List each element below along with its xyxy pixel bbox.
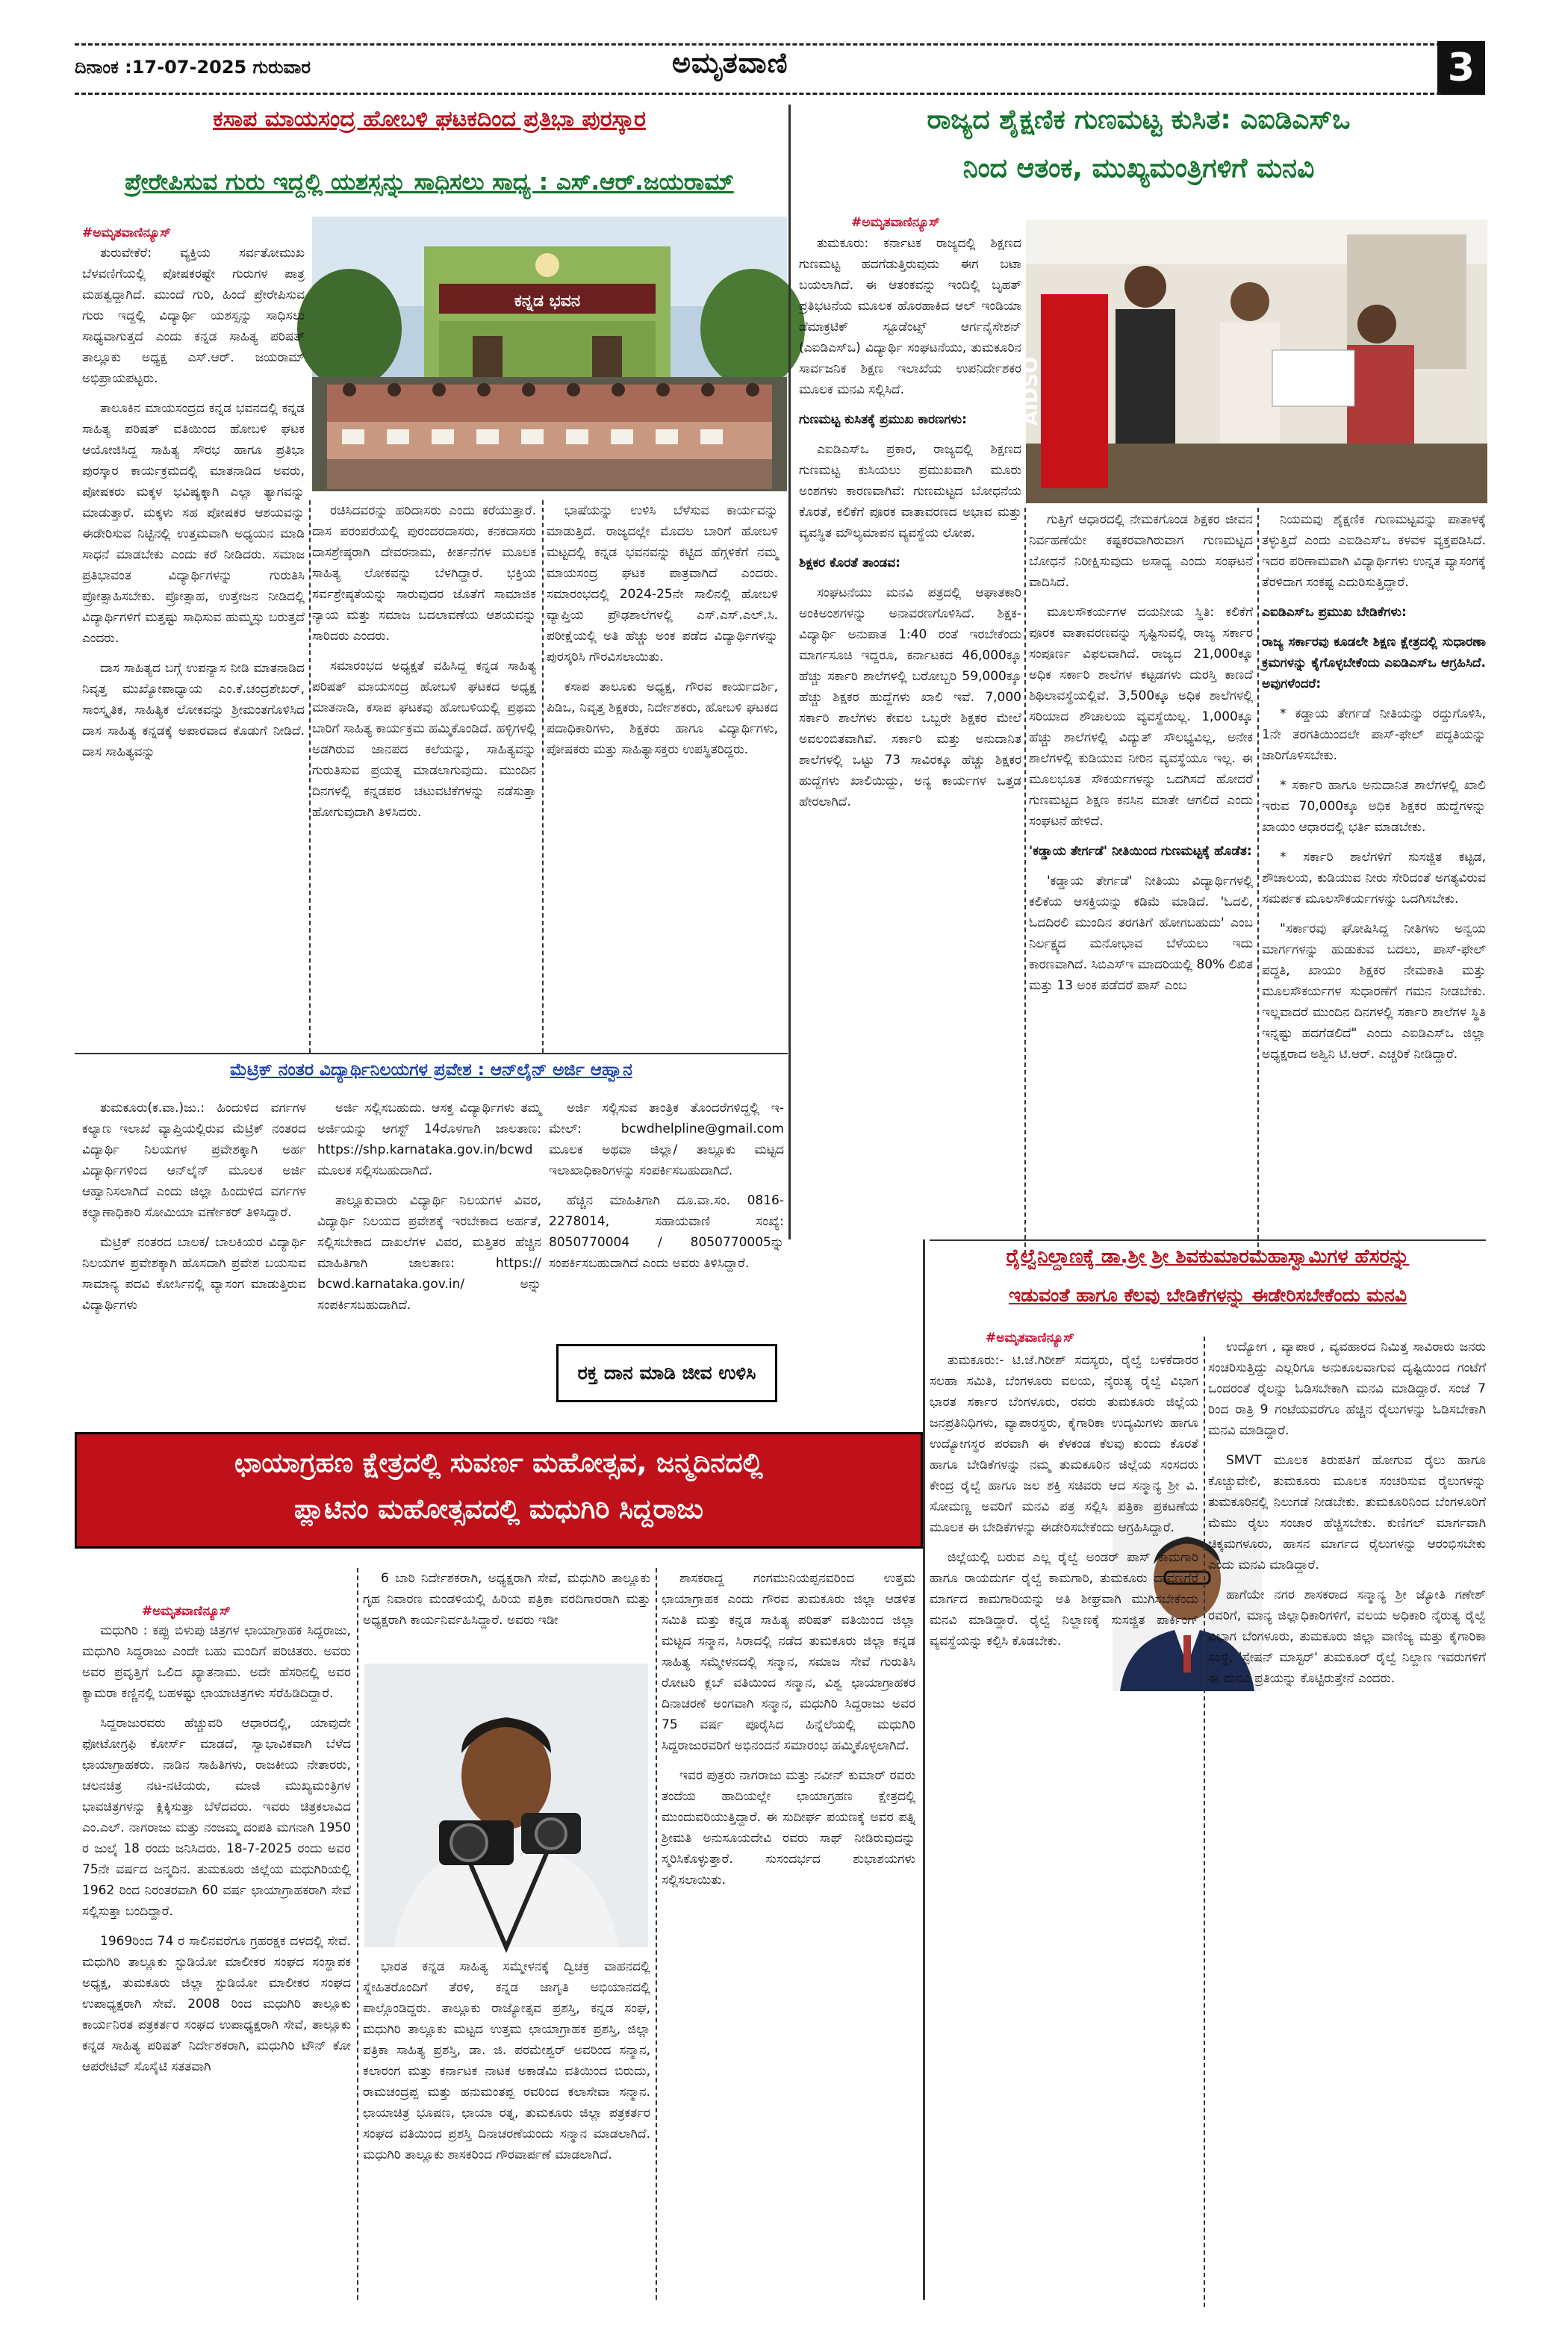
paragraph: "ಸರ್ಕಾರವು ಘೋಷಿಸಿದ್ದ ನೀತಿಗಳು ಅನ್ವಯ ಮಾರ್ಗಗಳನ್ನು ಹುಡುಕುವ ಬದಲು, ಪಾಸ್-ಫೇಲ್ ಪದ್ಧತಿ, ಖಾಯಂ ಶಿಕ್ಷಕರ ನೇಮಕಾತಿ ಮತ್ತು ಮೂಲಸೌಕರ್ಯಗಳ ಸುಧಾರಣೆಗೆ ಗಮನ ನೀಡಬೇಕು. ಇಲ್ಲವಾದರೆ ಮುಂದಿನ ದಿನಗಳಲ್ಲಿ ಸರ್ಕಾರಿ ಶಾಲೆಗಳ ಸ್ಥಿತಿ ಇನ್ನಷ್ಟು ಹದಗೆಡಲಿದೆ" ಎಂದು ಎಐಡಿಎಸ್‌ಒ ಜಿಲ್ಲಾ ಅಧ್ಯಕ್ಷರಾದ ಅಶ್ವಿನಿ ಟಿ.ಆರ್. ಎಚ್ಚರಿಕೆ ನೀಡಿದ್ದಾರೆ. — [1262, 921, 1486, 1062]
page-divider — [923, 1239, 925, 2300]
article4-tag: #ಅಮೃತವಾಣಿನ್ಯೂಸ್ — [142, 1604, 231, 1619]
paragraph: ಅರ್ಜಿ ಸಲ್ಲಿಸಬಹುದು. ಆಸಕ್ತ ವಿದ್ಯಾರ್ಥಿಗಳು ತಮ್ಮ ಅರ್ಜಿಯನ್ನು ಆಗಸ್ಟ್ 14ರೊಳಗಾಗಿ ಜಾಲತಾಣ: https://shp.karnataka.gov.in/bcwd ಮೂಲಕ ಸಲ್ಲಿಸಬಹುದಾಗಿದೆ. — [317, 1101, 541, 1178]
article1-col2 — [312, 500, 536, 1053]
masthead-rule-bottom — [75, 93, 1441, 95]
paragraph: ತಾಲೂಕಿನ ಮಾಯಸಂದ್ರದ ಕನ್ನಡ ಭವನದಲ್ಲಿ ಕನ್ನಡ ಸಾಹಿತ್ಯ ಪರಿಷತ್ ವತಿಯಿಂದ ಹೋಬಳಿ ಘಟಕ ಆಯೋಜಿಸಿದ್ದ ಸಾಹಿತ್ಯ ಸೌರಭ ಹಾಗೂ ಪ್ರತಿಭಾ ಪುರಸ್ಕಾರ ಕಾರ್ಯಕ್ರಮದಲ್ಲಿ ಮಾತನಾಡಿದ ಅವರು, ಪೋಷಕರು ಮಕ್ಕಳ ಭವಿಷ್ಯಕ್ಕಾಗಿ ಎಲ್ಲಾ ತ್ಯಾಗವನ್ನು ಮಾಡುತ್ತಾರೆ. ಮಕ್ಕಳು ಸಹ ಪೋಷಕರ ಆಶಯವನ್ನು ಈಡೇರಿಸುವ ನಿಟ್ಟಿನಲ್ಲಿ ಉತ್ತಮವಾಗಿ ಅಧ್ಯಯನ ಮಾಡಿ ಸಾಧನೆ ಮಾಡಬೇಕು ಎಂದು ಕರೆ ನೀಡಿದರು. ಸಮಾಜ ಪ್ರತಿಭಾವಂತ ವಿದ್ಯಾರ್ಥಿಗಳನ್ನು ಗುರುತಿಸಿ ಪ್ರೋತ್ಸಾಹಿಸಬೇಕು. ಪ್ರೋತ್ಸಾಹ, ಉತ್ತೇಜನ ನೀಡಿದಲ್ಲಿ ವಿದ್ಯಾರ್ಥಿಗಳಿಗೆ ಮತ್ತಷ್ಟು ಸಾಧಿಸುವ ಹುಮ್ಮಸ್ಸು ಬರುತ್ತದೆ ಎಂದರು. — [82, 401, 305, 646]
paragraph: ಸಿದ್ದರಾಜುರವರು ಹೆಚ್ಚುವರಿ ಆಧಾರದಲ್ಲಿ, ಯಾವುದೇ ಫೋಟೋಗ್ರಫಿ ಕೋರ್ಸ್ ಮಾಡದೆ, ಸ್ವಾಭಾವಿಕವಾಗಿ ಬೆಳೆದ ಛಾಯಾಗ್ರಾಹಕರು. ನಾಡಿನ ಸಾಹಿತಿಗಳು, ರಾಜಕೀಯ ನೇತಾರರು, ಚಲನಚಿತ್ರ ನಟ-ನಟಿಯರು, ಮಾಜಿ ಮುಖ್ಯಮಂತ್ರಿಗಳ ಭಾವಚಿತ್ರಗಳನ್ನು ಕ್ಲಿಕ್ಕಿಸುತ್ತಾ ಬೆಳೆದವರು. ಇವರು ಚಿತ್ರಕಲಾವಿದ ಎಂ.ಎಲ್. ನಾಗರಾಜು ಮತ್ತು ನಂಜಮ್ಮ ದಂಪತಿ ಮಗನಾಗಿ 1950 ರ ಜುಲೈ 18 ರಂದು ಜನಿಸಿದರು. 18-7-2025 ರಂದು ಅವರ 75ನೇ ವರ್ಷದ ಜನ್ಮದಿನ. ತುಮಕೂರು ಜಿಲ್ಲೆಯ ಮಧುಗಿರಿಯಲ್ಲಿ 1962 ರಿಂದ ನಿರಂತರವಾಗಿ 60 ವರ್ಷ ಛಾಯಾಗ್ರಾಹಕರಾಗಿ ಸೇವೆ ಸಲ್ಲಿಸುತ್ತಾ ಬಂದಿದ್ದಾರೆ. — [82, 1716, 351, 1919]
notice-col3 — [549, 1098, 784, 1299]
paragraph: ನಿಯಮವು ಶೈಕ್ಷಣಿಕ ಗುಣಮಟ್ಟವನ್ನು ಪಾತಾಳಕ್ಕೆ ತಳ್ಳುತ್ತಿದೆ ಎಂದು ಎಐಡಿಎಸ್‌ಒ ಕಳವಳ ವ್ಯಕ್ತಪಡಿಸಿದೆ. ಇದರ ಪರಿಣಾಮವಾಗಿ ವಿದ್ಯಾರ್ಥಿಗಳು ಉನ್ನತ ವ್ಯಾಸಂಗಕ್ಕೆ ತೆರಳಿದಾಗ ಸಂಕಷ್ಟ ಎದುರಿಸುತ್ತಿದ್ದಾರೆ. — [1262, 512, 1486, 590]
column-rule — [1257, 508, 1259, 1254]
article4-headline-line1: ಛಾಯಾಗ್ರಹಣ ಕ್ಷೇತ್ರದಲ್ಲಿ ಸುವರ್ಣ ಮಹೋತ್ಸವ, ಜನ್ಮದಿನದಲ್ಲಿ — [234, 1448, 763, 1478]
paragraph: ಭಾಷೆಯನ್ನು ಉಳಿಸಿ ಬೆಳೆಸುವ ಕಾರ್ಯವನ್ನು ಮಾಡುತ್ತಿದೆ. ರಾಜ್ಯದಲ್ಲೇ ಮೊದಲ ಬಾರಿಗೆ ಹೋಬಳಿ ಮಟ್ಟದಲ್ಲಿ ಕನ್ನಡ ಭವನವನ್ನು ಕಟ್ಟಿದ ಹೆಗ್ಗಳಿಕೆಗೆ ನಮ್ಮ ಮಾಯಸಂದ್ರ ಘಟಕ ಪಾತ್ರವಾಗಿದೆ ಎಂದರು. ಸಮಾರಂಭದಲ್ಲಿ 2024-25ನೇ ಸಾಲಿನಲ್ಲಿ ಹೋಬಳಿ ವ್ಯಾಪ್ತಿಯ ಪ್ರೌಢಶಾಲೆಗಳಲ್ಲಿ ಎಸ್.ಎಸ್.ಎಲ್.ಸಿ. ಪರೀಕ್ಷೆಯಲ್ಲಿ ಅತಿ ಹೆಚ್ಚು ಅಂಕ ಪಡೆದ ವಿದ್ಯಾರ್ಥಿಗಳನ್ನು ಪುರಸ್ಕರಿಸಿ ಗೌರವಿಸಲಾಯಿತು. — [547, 503, 778, 665]
bullet-item: * ಸರ್ಕಾರಿ ಶಾಲೆಗಳಿಗೆ ಸುಸಜ್ಜಿತ ಕಟ್ಟಡ, ಶೌಚಾಲಯ, ಕುಡಿಯುವ ನೀರು ಸೇರಿದಂತೆ ಅಗತ್ಯವಿರುವ ಸಮರ್ಪಕ ಮೂಲಸೌಕರ್ಯಗಳನ್ನು ಒದಗಿಸಬೇಕು. — [1262, 850, 1486, 906]
paragraph: 'ಕಡ್ಡಾಯ ತೇರ್ಗಡೆ' ನೀತಿಯು ವಿದ್ಯಾರ್ಥಿಗಳಲ್ಲಿ ಕಲಿಕೆಯ ಆಸಕ್ತಿಯನ್ನು ಕಡಿಮೆ ಮಾಡಿದೆ. 'ಓದಲಿ, ಓದದಿರಲಿ ಮುಂದಿನ ತರಗತಿಗೆ ಹೋಗಬಹುದು' ಎಂಬ ನಿರ್ಲಕ್ಷ್ಯದ ಮನೋಭಾವ ಬೆಳೆಯಲು ಇದು ಕಾರಣವಾಗಿದೆ. ಸಿಬಿಎಸ್‌ಇ ಮಾದರಿಯಲ್ಲಿ 80% ಲಿಖಿತ ಮತ್ತು 13 ಅಂಕ ಪಡೆದರೆ ಪಾಸ್ ಎಂಬ — [1029, 874, 1253, 993]
paragraph: ಮೂಲಸೌಕರ್ಯಗಳ ದಯನೀಯ ಸ್ಥಿತಿ: ಕಲಿಕೆಗೆ ಪೂರಕ ವಾತಾವರಣವನ್ನು ಸೃಷ್ಟಿಸುವಲ್ಲಿ ರಾಜ್ಯ ಸರ್ಕಾರ ಸಂಪೂರ್ಣ ವಿಫಲವಾಗಿದೆ. ರಾಜ್ಯದ 21,000ಕ್ಕೂ ಅಧಿಕ ಸರ್ಕಾರಿ ಶಾಲೆಗಳ ಕಟ್ಟಡಗಳು ದುರಸ್ತಿ ಕಾಣದೆ ಶಿಥಿಲಾವಸ್ಥೆಯಲ್ಲಿವೆ. 3,500ಕ್ಕೂ ಅಧಿಕ ಶಾಲೆಗಳಲ್ಲಿ ಸರಿಯಾದ ಶೌಚಾಲಯ ವ್ಯವಸ್ಥೆಯಿಲ್ಲ. 1,000ಕ್ಕೂ ಹೆಚ್ಚು ಶಾಲೆಗಳಲ್ಲಿ ವಿದ್ಯುತ್ ಸೌಲಭ್ಯವಿಲ್ಲ, ಅನೇಕ ಶಾಲೆಗಳಲ್ಲಿ ಕುಡಿಯುವ ನೀರಿನ ವ್ಯವಸ್ಥೆಯೂ ಇಲ್ಲ. ಈ ಮೂಲಭೂತ ಸೌಕರ್ಯಗಳನ್ನು ಒದಗಿಸದೆ ಹೋದರೆ ಗುಣಮಟ್ಟದ ಶಿಕ್ಷಣ ಕನಸಿನ ಮಾತೇ ಆಗಲಿದೆ ಎಂದು ಸಂಘಟನೆ ಹೇಳಿದೆ. — [1029, 605, 1253, 829]
paragraph: ಅರ್ಜಿ ಸಲ್ಲಿಸುವ ತಾಂತ್ರಿಕ ತೊಂದರೆಗಳಿದ್ದಲ್ಲಿ ಇ-ಮೇಲ್: bcwdhelpline@gmail.com ಮೂಲಕ ಅಥವಾ ಜಿಲ್ಲಾ/ ತಾಲ್ಲೂಕು ಮಟ್ಟದ ಇಲಾಖಾಧಿಕಾರಿಗಳನ್ನು ಸಂಪರ್ಕಿಸಬಹುದಾಗಿದೆ. — [549, 1101, 784, 1178]
article1-photo — [312, 217, 787, 491]
article1-col1 — [82, 243, 305, 1049]
article2-col2 — [1029, 509, 1253, 1256]
subheading: 'ಕಡ್ಡಾಯ ತೇರ್ಗಡೆ' ನೀತಿಯಿಂದ ಗುಣಮಟ್ಟಕ್ಕೆ ಹೊಡೆತ: — [1029, 844, 1252, 859]
paragraph: ಉದ್ಯೋಗ , ವ್ಯಾಪಾರ , ವ್ಯವಹಾರದ ನಿಮಿತ್ತ ಸಾವಿರಾರು ಜನರು ಸಂಚರಿಸುತ್ತಿದ್ದು ಎಲ್ಲರಿಗೂ ಅನುಕೂಲವಾಗುವ ದೃಷ್ಟಿಯಿಂದ ಗಂಟೆಗೆ ಒಂದರಂತೆ ರೈಲನ್ನು ಓಡಿಸಬೇಕಾಗಿ ಮನವಿ ಮಾಡಿದ್ದಾರೆ. ಸಂಜೆ 7 ರಿಂದ ರಾತ್ರಿ 9 ಗಂಟೆಯವರೆಗೂ ಹೆಚ್ಚಿನ ರೈಲುಗಳನ್ನು ಓಡಿಸಬೇಕಾಗಿ ಮನವಿ ಮಾಡಿದ್ದಾರೆ. — [1208, 1340, 1486, 1438]
article3-headline-line1: ರೈಲ್ವೆನಿಲ್ದಾಣಕ್ಕೆ ಡಾ.ಶ್ರೀ ಶ್ರೀ ಶಿವಕುಮಾರಮಹಾಸ್ವಾಮಿಗಳ ಹೆಸರನ್ನು — [1006, 1245, 1410, 1268]
paragraph: ಸಮಾರಂಭದ ಅಧ್ಯಕ್ಷತೆ ವಹಿಸಿದ್ದ ಕನ್ನಡ ಸಾಹಿತ್ಯ ಪರಿಷತ್ ಮಾಯಸಂದ್ರ ಹೋಬಳಿ ಘಟಕದ ಅಧ್ಯಕ್ಷ ಮಾತನಾಡಿ, ಕಸಾಪ ಘಟಕವು ಹೋಬಳಿಯಲ್ಲಿ ಪ್ರಥಮ ಬಾರಿಗೆ ಸಾಹಿತ್ಯ ಕಾರ್ಯಕ್ರಮ ಹಮ್ಮಿಕೊಂಡಿದೆ. ಹಳ್ಳಿಗಳಲ್ಲಿ ಅಡಗಿರುವ ಜಾನಪದ ಕಲೆಯನ್ನು, ಸಾಹಿತ್ಯವನ್ನು ಗುರುತಿಸುವ ಪ್ರಯತ್ನ ಮಾಡಲಾಗುವುದು. ಮುಂದಿನ ದಿನಗಳಲ್ಲಿ ಕನ್ನಡಪರ ಚಟುವಟಿಕೆಗಳನ್ನು ನಡೆಸುತ್ತಾ ಹೋಗುವುದಾಗಿ ತಿಳಿಸಿದರು. — [312, 659, 536, 820]
article2-col1 — [799, 233, 1021, 1233]
paragraph: ಭಾರತ ಕನ್ನಡ ಸಾಹಿತ್ಯ ಸಮ್ಮೇಳನಕ್ಕೆ ದ್ವಿಚಕ್ರ ವಾಹನದಲ್ಲಿ ಸ್ನೇಹಿತರೊಂದಿಗೆ ತೆರಳಿ, ಕನ್ನಡ ಜಾಗೃತಿ ಅಭಿಯಾನದಲ್ಲಿ ಪಾಲ್ಗೊಂಡಿದ್ದರು. ತಾಲ್ಲೂಕು ರಾಜ್ಯೋತ್ಸವ ಪ್ರಶಸ್ತಿ, ಕನ್ನಡ ಸಂಘ, ಮಧುಗಿರಿ ತಾಲ್ಲೂಕು ಮಟ್ಟದ ಉತ್ತಮ ಛಾಯಾಗ್ರಾಹಕ ಪ್ರಶಸ್ತಿ, ಜಿಲ್ಲಾ ಪತ್ರಿಕಾ ಸಾಹಿತ್ಯ ಪ್ರಶಸ್ತಿ, ಡಾ. ಜಿ. ಪರಮೇಶ್ವರ್ ಅವರಿಂದ ಸನ್ಮಾನ, ಕಲಾರಂಗ ಮತ್ತು ಕರ್ನಾಟಕ ನಾಟಕ ಅಕಾಡೆಮಿ ವತಿಯಿಂದ ಬಿರುದು, ರಾಮಚಂದ್ರಪ್ಪ ಮತ್ತು ಹನುಮಂತಪ್ಪ ರವರಿಂದ ಕಲಾಸೇವಾ ಸನ್ಮಾನ. ಛಾಯಾಚಿತ್ರ ಭೂಷಣ, ಛಾಯಾ ರತ್ನ, ತುಮಕೂರು ಜಿಲ್ಲಾ ಪತ್ರಕರ್ತರ ಸಂಘದ ವತಿಯಿಂದ ಪ್ರಶಸ್ತಿ ದಿನಾಚರಣೆಯಂದು ಸನ್ಮಾನ ಮಾಡಲಾಗಿದೆ. ಮಧುಗಿರಿ ತಾಲ್ಲೂಕು ಶಾಸಕರಿಂದ ಗೌರವಾರ್ಪಣೆ ಮಾಡಲಾಗಿದೆ. — [363, 1959, 650, 2162]
notice-col2 — [317, 1098, 541, 1478]
article4-col2a — [363, 1568, 650, 1658]
paragraph: ಎಐಡಿಎಸ್‌ಒ ಪ್ರಕಾರ, ರಾಜ್ಯದಲ್ಲಿ ಶಿಕ್ಷಣದ ಗುಣಮಟ್ಟ ಕುಸಿಯಲು ಪ್ರಮುಖವಾಗಿ ಮೂರು ಅಂಶಗಳು ಕಾರಣವಾಗಿವೆ: ಗುಣಮಟ್ಟದ ಬೋಧನೆಯ ಕೊರತೆ, ಕಲಿಕೆಗೆ ಪೂರಕ ವಾತಾವರಣದ ಅಭಾವ ಮತ್ತು ವ್ಯವಸ್ಥಿತ ಮೌಲ್ಯಮಾಪನ ವ್ಯವಸ್ಥೆಯ ಲೋಪ. — [799, 442, 1021, 541]
paragraph: ರಚಿಸಿದವರನ್ನು ಹರಿದಾಸರು ಎಂದು ಕರೆಯುತ್ತಾರೆ. ದಾಸ ಪರಂಪರೆಯಲ್ಲಿ ಪುರಂದರದಾಸರು, ಕನಕದಾಸರು ದಾಸಶ್ರೇಷ್ಠರಾಗಿ ದೇವರನಾಮ, ಕೀರ್ತನೆಗಳ ಮೂಲಕ ಸಾಹಿತ್ಯ ಲೋಕವನ್ನು ಬೆಳಗಿದ್ದಾರೆ. ಭಕ್ತಿಯ ಸರ್ವಶ್ರೇಷ್ಠತೆಯನ್ನು ಸಾರುವುದರ ಜೊತೆಗೆ ಸಾಮಾಜಿಕ ನ್ಯಾಯ ಮತ್ತು ಸಮಾಜ ಬದಲಾವಣೆಯ ಆಶಯವನ್ನು ಸಾರಿದರು ಎಂದರು. — [312, 503, 536, 644]
article2-tag: #ಅಮೃತವಾಣಿನ್ಯೂಸ್ — [851, 215, 940, 230]
paragraph: ಕಸಾಪ ತಾಲೂಕು ಅಧ್ಯಕ್ಷ, ಗೌರವ ಕಾರ್ಯದರ್ಶಿ, ಪಿಡಿಒ, ನಿವೃತ್ತ ಶಿಕ್ಷಕರು, ನಿರ್ದೇಶಕರು, ಹೋಬಳಿ ಘಟಕದ ಪದಾಧಿಕಾರಿಗಳು, ಶಿಕ್ಷಕರು ಹಾಗೂ ವಿದ್ಯಾರ್ಥಿಗಳು, ಪೋಷಕರು ಮತ್ತು ಸಾಹಿತ್ಯಾಸಕ್ತರು ಉಪಸ್ಥಿತರಿದ್ದರು. — [547, 679, 778, 757]
paragraph: ತಾಲ್ಲೂಕುವಾರು ವಿದ್ಯಾರ್ಥಿ ನಿಲಯಗಳ ವಿವರ, ವಿದ್ಯಾರ್ಥಿ ನಿಲಯದ ಪ್ರವೇಶಕ್ಕೆ ಇರಬೇಕಾದ ಅರ್ಹತೆ, ಸಲ್ಲಿಸಬೇಕಾದ ದಾಖಲೆಗಳ ವಿವರ, ಮತ್ತಿತರ ಹೆಚ್ಚಿನ ಮಾಹಿತಿಗಾಗಿ ಜಾಲತಾಣ: https:// bcwd.karnataka.gov.in/ ಅನ್ನು ಸಂಪರ್ಕಿಸಬಹುದಾಗಿದೆ. — [317, 1193, 541, 1313]
paragraph: 1969ರಿಂದ 74 ರ ಸಾಲಿನವರೆಗೂ ಗ್ರಹರಕ್ಷಕ ದಳದಲ್ಲಿ ಸೇವೆ. ಮಧುಗಿರಿ ತಾಲ್ಲೂಕು ಸ್ಟುಡಿಯೋ ಮಾಲೀಕರ ಸಂಘದ ಸಂಸ್ಥಾಪಕ ಅಧ್ಯಕ್ಷ, ತುಮಕೂರು ಜಿಲ್ಲಾ ಸ್ಟುಡಿಯೋ ಮಾಲೀಕರ ಸಂಘದ ಉಪಾಧ್ಯಕ್ಷರಾಗಿ ಸೇವೆ. 2008 ರಿಂದ ಮಧುಗಿರಿ ತಾಲ್ಲೂಕು ಕಾರ್ಯನಿರತ ಪತ್ರಕರ್ತರ ಸಂಘದ ಉಪಾಧ್ಯಕ್ಷರಾಗಿ ಸೇವೆ, ತಾಲ್ಲೂಕು ಕನ್ನಡ ಸಾಹಿತ್ಯ ಪರಿಷತ್ ನಿರ್ದೇಶಕರಾಗಿ, ಮಧುಗಿರಿ ಟೌನ್ ಕೋ ಆಪರೇಟಿವ್ ಸೊಸೈಟಿ ಸತತವಾಗಿ — [82, 1934, 351, 2074]
paragraph: ಮಧುಗಿರಿ : ಕಪ್ಪು ಬಿಳುಪು ಚಿತ್ರಗಳ ಛಾಯಾಗ್ರಾಹಕ ಸಿದ್ದರಾಜು, ಮಧುಗಿರಿ ಸಿದ್ದರಾಜು ಎಂದೇ ಬಹು ಮಂದಿಗೆ ಪರಿಚಿತರು. ಅವರು ಅವರ ಪ್ರವೃತ್ತಿಗೆ ಒಲಿದ ಖ್ಯಾತನಾಮ. ಅದೇ ಹೆಸರಿನಲ್ಲಿ ಅವರ ಕ್ಯಾಮರಾ ಕಣ್ಣಿನಲ್ಲಿ ಬಹಳಷ್ಟು ಛಾಯಾಚಿತ್ರಗಳು ಸೆರೆಹಿಡಿದಿದ್ದಾರೆ. — [82, 1623, 351, 1701]
article1-tag: #ಅಮೃತವಾಣಿನ್ಯೂಸ್ — [82, 225, 171, 240]
page-divider — [788, 105, 791, 1239]
article1-headline: ಪ್ರೇರೇಪಿಸುವ ಗುರು ಇದ್ದಲ್ಲಿ ಯಶಸ್ಸನ್ನು ಸಾಧಿಸಲು ಸಾಧ್ಯ : ಎಸ್.ಆರ್.ಜಯರಾಮ್ — [125, 169, 734, 196]
article4-headline-banner — [75, 1432, 923, 1549]
paragraph: ಮೆಟ್ರಿಕ್ ನಂತರದ ಬಾಲಕ/ ಬಾಲಕಿಯರ ವಿದ್ಯಾರ್ಥಿ ನಿಲಯಗಳ ಪ್ರವೇಶಕ್ಕಾಗಿ ಹೊಸದಾಗಿ ಪ್ರವೇಶ ಬಯಸುವ ಸಾಮಾನ್ಯ ಪದವಿ ಕೋರ್ಸಿನಲ್ಲಿ ವ್ಯಾಸಂಗ ಮಾಡುತ್ತಿರುವ ವಿದ್ಯಾರ್ಥಿಗಳು — [82, 1235, 306, 1313]
section-rule — [930, 1239, 1486, 1241]
article4-col1 — [82, 1620, 351, 2292]
article1-kicker: ಕಸಾಪ ಮಾಯಸಂದ್ರ ಹೋಬಳಿ ಘಟಕದಿಂದ ಪ್ರತಿಭಾ ಪುರಸ್ಕಾರ — [213, 106, 646, 132]
article2-col3 — [1262, 509, 1486, 1256]
column-rule — [656, 1568, 657, 2300]
paragraph: ಹೆಚ್ಚಿನ ಮಾಹಿತಿಗಾಗಿ ದೂ.ವಾ.ಸಂ. 0816-2278014, ಸಹಾಯವಾಣಿ ಸಂಖ್ಯೆ: 8050770004 / 8050770005ನ್ನು ಸಂಪರ್ಕಿಸಬಹುದಾಗಿದೆ ಎಂದು ಅವರು ತಿಳಿಸಿದ್ದಾರೆ. — [549, 1193, 784, 1271]
paragraph: ದಾಸ ಸಾಹಿತ್ಯದ ಬಗ್ಗೆ ಉಪನ್ಯಾಸ ನೀಡಿ ಮಾತನಾಡಿದ ನಿವೃತ್ತ ಮುಖ್ಯೋಪಾಧ್ಯಾಯ ಎಂ.ಕೆ.ಚಂದ್ರಶೇಖರ್, ಸಾಂಸ್ಕೃತಿಕ, ಸಾಹಿತ್ಯಿಕ ಲೋಕವನ್ನು ಶ್ರೀಮಂತಗೊಳಿಸಿದ ದಾಸ ಸಾಹಿತ್ಯ ಕನ್ನಡಕ್ಕೆ ಅಪಾರವಾದ ಕೊಡುಗೆ ನೀಡಿದೆ. ದಾಸ ಸಾಹಿತ್ಯವನ್ನು — [82, 661, 305, 759]
paragraph: ಇವರ ಪುತ್ರರು ನಾಗರಾಜು ಮತ್ತು ನವೀನ್ ಕುಮಾರ್ ರವರು ತಂದೆಯ ಹಾದಿಯಲ್ಲೇ ಛಾಯಾಗ್ರಹಣ ಕ್ಷೇತ್ರದಲ್ಲಿ ಮುಂದುವರಿಯುತ್ತಿದ್ದಾರೆ. ಈ ಸುದೀರ್ಘ ಪಯಣಕ್ಕೆ ಅವರ ಪತ್ನಿ ಶ್ರೀಮತಿ ಅನುಸೂಯದೇವಿ ರವರು ಸಾಥ್ ನೀಡಿರುವುದನ್ನು ಸ್ಮರಿಸಿಕೊಳ್ಳುತ್ತಾರೆ. ಸುಸಂದರ್ಭದ ಶುಭಾಶಯಗಳು ಸಲ್ಲಿಸಲಾಯಿತು. — [662, 1768, 915, 1888]
bullet-item: * ಕಡ್ಡಾಯ ತೇರ್ಗಡೆ ನೀತಿಯನ್ನು ರದ್ದುಗೊಳಿಸಿ, 1ನೇ ತರಗತಿಯಿಂದಲೇ ಪಾಸ್-ಫೇಲ್ ಪದ್ಧತಿಯನ್ನು ಜಾರಿಗೊಳಿಸಬೇಕು. — [1262, 706, 1486, 763]
notice-headline: ಮೆಟ್ರಿಕ್ ನಂತರ ವಿದ್ಯಾರ್ಥಿನಿಲಯಗಳ ಪ್ರವೇಶ : ಆನ್‌ಲೈನ್ ಅರ್ಜಿ ಆಹ್ವಾನ — [230, 1060, 632, 1080]
subheading: ಗುಣಮಟ್ಟ ಕುಸಿತಕ್ಕೆ ಪ್ರಮುಖ ಕಾರಣಗಳು: — [799, 412, 967, 427]
paragraph: ಗುತ್ತಿಗೆ ಆಧಾರದಲ್ಲಿ ನೇಮಕಗೊಂಡ ಶಿಕ್ಷಕರ ಜೀವನ ನಿರ್ವಹಣೆಯೇ ಕಷ್ಟಕರವಾಗಿರುವಾಗ ಗುಣಮಟ್ಟದ ಬೋಧನೆ ನಿರೀಕ್ಷಿಸುವುದು ಅಸಾಧ್ಯ ಎಂದು ಸಂಘಟನೆ ವಾದಿಸಿದೆ. — [1029, 512, 1253, 590]
photo-sign: ಕನ್ನಡ ಭವನ — [514, 292, 581, 311]
paragraph: ತುಮಕೂರು:- ಟಿ.ಜೆ.ಗಿರೀಶ್ ಸದಸ್ಯರು, ರೈಲ್ವೆ ಬಳಕೆದಾರರ ಸಲಹಾ ಸಮಿತಿ, ಬೆಂಗಳೂರು ವಲಯ, ನೈರುತ್ಯ ರೈಲ್ವೆ ವಿಭಾಗ ಭಾರತ ಸರ್ಕಾರ ಬೆಂಗಳೂರು, ರವರು ತುಮಕೂರು ಜಿಲ್ಲೆಯ ಜನಪ್ರತಿನಿಧಿಗಳು, ವ್ಯಾಪಾರಸ್ಥರು, ಕೈಗಾರಿಕಾ ಉದ್ಯಮಿಗಳು ಹಾಗೂ ಉದ್ಯೋಗಸ್ಥರ ಪರವಾಗಿ ಈ ಕೆಳಕಂಡ ಕೆಲವು ಕುಂದು ಕೊರತೆ ಹಾಗೂ ಬೇಡಿಕೆಗಳನ್ನು ನಮ್ಮ ತುಮಕೂರಿನ ಜಿಲ್ಲೆಯ ಸಂಸದರು ಕೇಂದ್ರ ರೈಲ್ವೆ ಹಾಗೂ ಜಲ ಶಕ್ತಿ ಸಚಿವರು ಆದ ಸನ್ಮಾನ್ಯ ಶ್ರೀ ವಿ. ಸೋಮಣ್ಣ ಅವರಿಗೆ ಮನವಿ ಪತ್ರ ಸಲ್ಲಿಸಿ ಪತ್ರಿಕಾ ಪ್ರಕಟಣೆಯ ಮೂಲಕ ಈ ಬೇಡಿಕೆಗಳನ್ನು ಈಡೇರಿಸಬೇಕೆಂದು ಆಗ್ರಹಿಸಿದ್ದಾರೆ. — [930, 1353, 1198, 1535]
paragraph: 6 ಬಾರಿ ನಿರ್ದೇಶಕರಾಗಿ, ಅಧ್ಯಕ್ಷರಾಗಿ ಸೇವೆ, ಮಧುಗಿರಿ ತಾಲ್ಲೂಕು ಗೃಹ ನಿವಾರಣ ಮಂಡಳಿಯಲ್ಲಿ ಹಿರಿಯ ಪತ್ರಿಕಾ ವರದಿಗಾರರಾಗಿ ಮತ್ತು ಅಧ್ಯಕ್ಷರಾಗಿ ಕಾರ್ಯನಿರ್ವಹಿಸಿದ್ದಾರೆ. ಅವರು ಇಡೀ — [363, 1571, 650, 1628]
article3-col1 — [930, 1350, 1198, 2306]
article3-headline-line2: ಇಡುವಂತೆ ಹಾಗೂ ಕೆಲವು ಬೇಡಿಕೆಗಳನ್ನು ಈಡೇರಿಸಬೇಕೆಂದು ಮನವಿ — [1008, 1284, 1407, 1306]
article4-col2b — [363, 1956, 650, 2300]
column-rule — [357, 1568, 358, 2300]
masthead-rule-top — [75, 43, 1441, 46]
newspaper-name: ಅಮೃತವಾಣಿ — [672, 46, 788, 79]
article2-headline-line1: ರಾಜ್ಯದ ಶೈಕ್ಷಣಿಕ ಗುಣಮಟ್ಟ ಕುಸಿತ: ಎಐಡಿಎಸ್‌ಒ — [927, 105, 1351, 135]
article3-tag: #ಅಮೃತವಾಣಿನ್ಯೂಸ್ — [986, 1331, 1074, 1345]
subheading: ಎಐಡಿಎಸ್‌ಒ ಪ್ರಮುಖ ಬೇಡಿಕೆಗಳು: — [1262, 605, 1407, 620]
article4-col3 — [662, 1568, 915, 2300]
column-rule — [309, 500, 311, 1053]
paragraph: ತುಮಕೂರು: ಕರ್ನಾಟಕ ರಾಜ್ಯದಲ್ಲಿ ಶಿಕ್ಷಣದ ಗುಣಮಟ್ಟ ಹದಗೆಡುತ್ತಿರುವುದು ಈಗ ಬಟಾ ಬಯಲಾಗಿದೆ. ಈ ಆತಂಕವನ್ನು ಇಂದಿಲ್ಲಿ ಬೃಹತ್ ಪ್ರತಿಭಟನೆಯ ಮೂಲಕ ಹೊರಹಾಕಿದ ಆಲ್ ಇಂಡಿಯಾ ಡೆಮಾಕ್ರಟಿಕ್ ಸ್ಟೂಡೆಂಟ್ಸ್ ಆರ್ಗನೈಸೇಶನ್ (ಎಐಡಿಎಸ್‌ಒ) ವಿದ್ಯಾರ್ಥಿ ಸಂಘಟನೆಯು, ತುಮಕೂರಿನ ಸಾರ್ವಜನಿಕ ಶಿಕ್ಷಣ ಇಲಾಖೆಯ ಉಪನಿರ್ದೇಶಕರ ಮೂಲಕ ಮನವಿ ಸಲ್ಲಿಸಿದೆ. — [799, 236, 1021, 397]
article4-photo — [364, 1664, 648, 1947]
article3-col2 — [1208, 1337, 1486, 2307]
article2-photo — [1020, 220, 1487, 503]
banner-text: AIDSO — [1020, 356, 1042, 426]
page-number: 3 — [1437, 41, 1485, 95]
section-rule — [75, 1053, 788, 1054]
article2-headline-line2: ನಿಂದ ಆತಂಕ, ಮುಖ್ಯಮಂತ್ರಿಗಳಿಗೆ ಮನವಿ — [962, 153, 1315, 184]
issue-date: ದಿನಾಂಕ :17-07-2025 ಗುರುವಾರ — [75, 57, 311, 78]
notice-col1 — [82, 1098, 306, 1478]
article4-headline-line2: ಪ್ಲಾಟಿನಂ ಮಹೋತ್ಸವದಲ್ಲಿ ಮಧುಗಿರಿ ಸಿದ್ದರಾಜು — [294, 1494, 703, 1525]
column-rule — [542, 500, 544, 1053]
subheading: ಶಿಕ್ಷಕರ ಕೊರತೆ ತಾಂಡವ: — [799, 556, 900, 570]
paragraph: ಹಾಗೆಯೇ ನಗರ ಶಾಸಕರಾದ ಸನ್ಮಾನ್ಯ ಶ್ರೀ ಜ್ಯೋತಿ ಗಣೇಶ್ ರವರಿಗೆ, ಮಾನ್ಯ ಜಿಲ್ಲಾಧಿಕಾರಿಗಳಿಗೆ, ವಲಯ ಅಧಿಕಾರಿ ನೈರುತ್ಯ ರೈಲ್ವೆ ವಿಭಾಗ ಬೆಂಗಳೂರು, ತುಮಕೂರು ಜಿಲ್ಲಾ ವಾಣಿಜ್ಯ ಮತ್ತು ಕೈಗಾರಿಕಾ ಸಂಸ್ಥೆ, 'ಸ್ಪೇಷನ್ ಮಾಸ್ಟರ್' ತುಮಕೂರ್ ರೈಲ್ವೆ ನಿಲ್ದಾಣ ಇವರುಗಳಿಗೆ ಈ ಮನವಿ ಪ್ರತಿಯನ್ನು ಕೊಟ್ಟಿರುತ್ತೇನೆ ಎಂದರು. — [1208, 1587, 1486, 1686]
paragraph: ತುಮಕೂರು(ಕ.ವಾ.)ಜು.: ಹಿಂದುಳಿದ ವರ್ಗಗಳ ಕಲ್ಯಾಣ ಇಲಾಖೆ ವ್ಯಾಪ್ತಿಯಲ್ಲಿರುವ ಮೆಟ್ರಿಕ್ ನಂತರದ ವಿದ್ಯಾರ್ಥಿ ನಿಲಯಗಳ ಪ್ರವೇಶಕ್ಕಾಗಿ ಅರ್ಹ ವಿದ್ಯಾರ್ಥಿಗಳಿಂದ ಆನ್‌ಲೈನ್ ಮೂಲಕ ಅರ್ಜಿ ಆಹ್ವಾನಿಸಲಾಗಿದೆ ಎಂದು ಜಿಲ್ಲಾ ಹಿಂದುಳಿದ ವರ್ಗಗಳ ಕಲ್ಯಾಣಾಧಿಕಾರಿ ಸೋಮಿಯಾ ವರ್ಣೇಕರ್ ತಿಳಿಸಿದ್ದಾರೆ. — [82, 1101, 306, 1220]
blood-donation-box: ರಕ್ತ ದಾನ ಮಾಡಿ ಜೀವ ಉಳಿಸಿ — [556, 1344, 777, 1402]
column-rule — [1204, 1337, 1205, 2307]
paragraph: ಜಿಲ್ಲೆಯಲ್ಲಿ ಬರುವ ಎಲ್ಲ ರೈಲ್ವೆ ಅಂಡರ್ ಪಾಸ್ ಕಾಮಗಾರಿ ಹಾಗೂ ರಾಯದುರ್ಗ ರೈಲ್ವೆ ಕಾಮಗಾರಿ, ತುಮಕೂರು ದಾವಣಗೆರೆ ಮಾರ್ಗದ ಕಾಮಗಾರಿಯನ್ನು ಅತಿ ಶೀಘ್ರವಾಗಿ ಮುಗಿಸಬೇಕೆಂದು ಮನವಿ ಮಾಡಿದ್ದಾರೆ. ರೈಲ್ವೆ ನಿಲ್ದಾಣಕ್ಕೆ ಸುಸಜ್ಜಿತ ಪಾರ್ಕಿಂಗ್ ವ್ಯವಸ್ಥೆಯನ್ನು ಕಲ್ಪಿಸಿ ಕೊಡಬೇಕು. — [930, 1550, 1198, 1649]
paragraph: ಸಂಘಟನೆಯು ಮನವಿ ಪತ್ರದಲ್ಲಿ ಆಘಾತಕಾರಿ ಅಂಕಿಅಂಶಗಳನ್ನು ಅನಾವರಣಗೊಳಿಸಿದೆ. ಶಿಕ್ಷಕ-ವಿದ್ಯಾರ್ಥಿ ಅನುಪಾತ 1:40 ರಂತೆ ಇರಬೇಕೆಂದು ಮಾರ್ಗಸೂಚಿ ಇದ್ದರೂ, ಕರ್ನಾಟಕದ 46,000ಕ್ಕೂ ಹೆಚ್ಚು ಸರ್ಕಾರಿ ಶಾಲೆಗಳಲ್ಲಿ ಬರೋಬ್ಬರಿ 59,000ಕ್ಕೂ ಹೆಚ್ಚು ಶಿಕ್ಷಕರ ಹುದ್ದೆಗಳು ಖಾಲಿ ಇವೆ. 7,000 ಸರ್ಕಾರಿ ಶಾಲೆಗಳು ಕೇವಲ ಒಬ್ಬರೇ ಶಿಕ್ಷಕರ ಮೇಲೆ ಅವಲಂಬಿತವಾಗಿವೆ. ಸರ್ಕಾರಿ ಮತ್ತು ಅನುದಾನಿತ ಶಾಲೆಗಳಲ್ಲಿ ಒಟ್ಟು 73 ಸಾವಿರಕ್ಕೂ ಹೆಚ್ಚು ಶಿಕ್ಷಕರ ಹುದ್ದೆಗಳು ಖಾಲಿಯಿದ್ದು, ಅನ್ಯ ಕಾರ್ಯಗಳ ಒತ್ತಡ ಹೇರಲಾಗಿದೆ. — [799, 585, 1021, 809]
paragraph: ಶಾಸಕರಾದ್ದ ಗಂಗಮುನಿಯಪ್ಪನವರಿಂದ ಉತ್ತಮ ಛಾಯಾಗ್ರಾಹಕ ಎಂದು ಗೌರವ ತುಮಕೂರು ಜಿಲ್ಲಾ ಆಡಳಿತ ಸಮಿತಿ ಮತ್ತು ಕನ್ನಡ ಸಾಹಿತ್ಯ ಪರಿಷತ್ ವತಿಯಿಂದ ಜಿಲ್ಲಾ ಮಟ್ಟದ ಸನ್ಮಾನ, ಸಿರಾದಲ್ಲಿ ನಡೆದ ತುಮಕೂರು ಜಿಲ್ಲಾ ಕನ್ನಡ ಸಾಹಿತ್ಯ ಸಮ್ಮೇಳನದಲ್ಲಿ ಸನ್ಮಾನ, ಸಮಾಜ ಸೇವೆ ಗುರುತಿಸಿ ರೋಟರಿ ಕ್ಲಬ್ ವತಿಯಿಂದ ಸನ್ಮಾನ, ವಿಶ್ವ ಛಾಯಾಗ್ರಾಹಕರ ದಿನಾಚರಣೆ ಅಂಗವಾಗಿ ಸನ್ಮಾನ, ಮಧುಗಿರಿ ಸಿದ್ದರಾಜು ಅವರ 75 ವರ್ಷ ಪೂರೈಸಿದ ಹಿನ್ನೆಲೆಯಲ್ಲಿ ಮಧುಗಿರಿ ಸಿದ್ದರಾಜುರವರಿಗೆ ಅಭಿನಂದನೆ ಸಮಾರಂಭ ಹಮ್ಮಿಕೊಳ್ಳಲಾಗಿದೆ. — [662, 1571, 915, 1753]
paragraph: SMVT ಮೂಲಕ ತಿರುಪತಿಗೆ ಹೋಗುವ ರೈಲು ಹಾಗೂ ಕೊಚ್ಚುವೇಲಿ, ತುಮಕೂರು ಮೂಲಕ ಸಂಚರಿಸುವ ರೈಲುಗಳನ್ನು ತುಮಕೂರಿನಲ್ಲಿ ನಿಲುಗಡೆ ನೀಡಬೇಕು. ತುಮಕೂರಿನಿಂದ ಬೆಂಗಳೂರಿಗೆ ಮೆಮು ರೈಲು ಸಂಚಾರ ಹೆಚ್ಚಿಸಬೇಕು. ಕುಣಿಗಲ್ ಮಾರ್ಗವಾಗಿ ಚಿಕ್ಕಮಗಳೂರು, ಹಾಸನ ಮಾರ್ಗದ ರೈಲುಗಳನ್ನು ಆರಂಭಿಸಬೇಕು ಎಂದು ಮನವಿ ಮಾಡಿದ್ದಾರೆ. — [1208, 1453, 1486, 1572]
bullet-item: * ಸರ್ಕಾರಿ ಹಾಗೂ ಅನುದಾನಿತ ಶಾಲೆಗಳಲ್ಲಿ ಖಾಲಿ ಇರುವ 70,000ಕ್ಕೂ ಅಧಿಕ ಶಿಕ್ಷಕರ ಹುದ್ದೆಗಳನ್ನು ಖಾಯಂ ಆಧಾರದಲ್ಲಿ ಭರ್ತಿ ಮಾಡಬೇಕು. — [1262, 778, 1486, 835]
paragraph: ರಾಜ್ಯ ಸರ್ಕಾರವು ಕೂಡಲೇ ಶಿಕ್ಷಣ ಕ್ಷೇತ್ರದಲ್ಲಿ ಸುಧಾರಣಾ ಕ್ರಮಗಳನ್ನು ಕೈಗೊಳ್ಳಬೇಕೆಂದು ಎಐಡಿಎಸ್‌ಒ ಆಗ್ರಹಿಸಿದೆ. ಅವುಗಳೆಂದರೆ: — [1262, 635, 1486, 691]
paragraph: ತುರುವೇಕೆರೆ: ವ್ಯಕ್ತಿಯ ಸರ್ವತೋಮುಖ ಬೆಳವಣಿಗೆಯಲ್ಲಿ ಪೋಷಕರಷ್ಟೇ ಗುರುಗಳ ಪಾತ್ರ ಮಹತ್ವದ್ದಾಗಿದೆ. ಮುಂದೆ ಗುರಿ, ಹಿಂದೆ ಪ್ರೇರೇಪಿಸುವ ಗುರು ಇದ್ದಲ್ಲಿ ವಿದ್ಯಾರ್ಥಿ ಯಶಸ್ಸನ್ನು ಸಾಧಿಸಲು ಸಾಧ್ಯವಾಗುತ್ತದೆ ಎಂದು ಕನ್ನಡ ಸಾಹಿತ್ಯ ಪರಿಷತ್ ತಾಲ್ಲೂಕು ಅಧ್ಯಕ್ಷ ಎಸ್.ಆರ್. ಜಯರಾಮ್ ಅಭಿಪ್ರಾಯಪಟ್ಟರು. — [82, 246, 305, 386]
column-rule — [1024, 508, 1026, 1254]
article1-col3 — [547, 500, 778, 1053]
